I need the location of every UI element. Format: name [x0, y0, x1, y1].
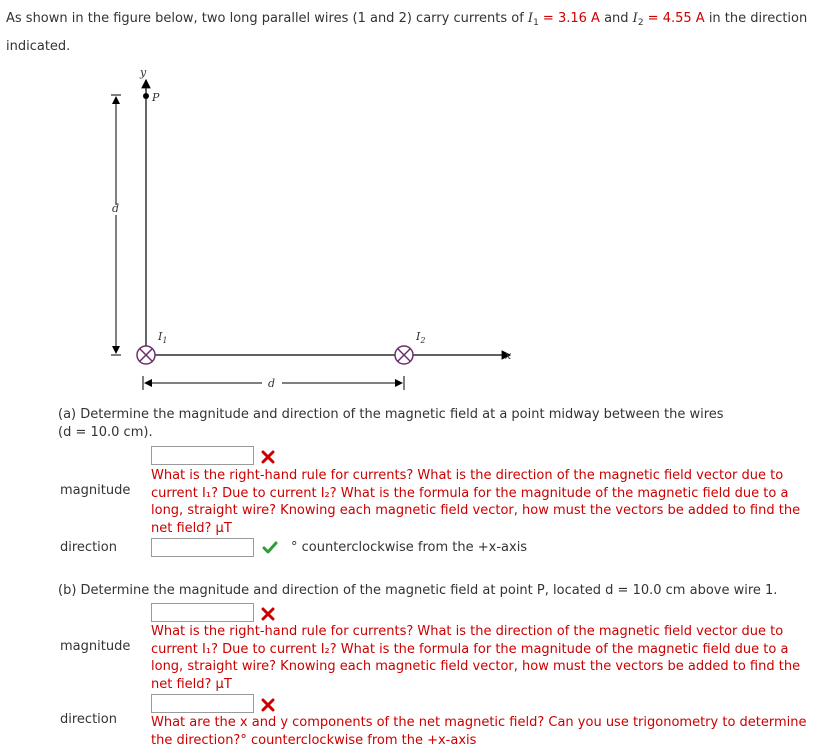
part-a-magnitude-label: magnitude — [60, 483, 131, 498]
part-a-magnitude-hint: What is the right-hand rule for currents? What is the direction of the magnetic field vector due to current I₁? Due to current I₂? What is the formula for the magnitude of the magnetic field due to a long, straight wire? Knowing each magnetic field vector, how must the vectors be added to find the net field? μT — [151, 468, 801, 536]
part-b-magnitude-hint: What is the right-hand rule for currents? What is the direction of the magnetic field vector due to current I₁? Due to current I₂? What is the formula for the magnitude of the magnetic field due to a long, straight wire? Knowing each magnetic field vector, how must the vectors be added to find the net field? μT — [151, 624, 801, 692]
wire-2-label: $I_2$ — [416, 330, 426, 345]
part-a-direction-label: direction — [60, 540, 117, 555]
part-b-direction-input[interactable] — [151, 694, 254, 713]
current-2-value: = 4.55 A — [643, 11, 705, 26]
correct-check-icon — [262, 541, 278, 555]
wire-1-label: $I_1$ — [158, 330, 168, 345]
part-b-magnitude-label: magnitude — [60, 639, 131, 654]
d-vertical-label: d — [112, 202, 120, 215]
wire-2-into-page-icon — [395, 346, 413, 364]
part-b-direction-hint: What are the x and y components of the net magnetic field? Can you use trigonometry to determine the direction?° counterclockwise from the +x-axis — [151, 715, 807, 748]
wrong-x-icon — [261, 450, 275, 464]
point-p — [143, 93, 149, 99]
wrong-x-icon — [261, 698, 275, 712]
x-axis-label: x — [505, 349, 512, 362]
part-a-direction-input[interactable] — [151, 538, 254, 557]
problem-intro: As shown in the figure below, two long parallel wires (1 and 2) carry currents of $I_1 = 3.16$ A and $I_2 = 4.55$ A in the direction indicated. — [6, 11, 808, 54]
part-b-magnitude-input[interactable] — [151, 603, 254, 622]
point-p-label: P — [152, 91, 160, 104]
y-axis-label: y — [140, 66, 147, 79]
part-b-direction-label: direction — [60, 712, 117, 727]
part-a-direction-unit: ° counterclockwise from the +x-axis — [291, 540, 528, 555]
wrong-x-icon — [261, 607, 275, 621]
part-b-question: (b) Determine the magnitude and direction of the magnetic field at point P, located d = 10.0 cm above wire 1. — [58, 583, 778, 598]
current-1-value: = 3.16 A — [538, 11, 600, 26]
wire-1-into-page-icon — [137, 346, 155, 364]
d-horizontal-label: d — [268, 377, 276, 390]
part-a-magnitude-input[interactable] — [151, 446, 254, 465]
part-a-question: (a) Determine the magnitude and direction of the magnetic field at a point midway between the wires (d = 10.0 cm). — [58, 407, 724, 440]
